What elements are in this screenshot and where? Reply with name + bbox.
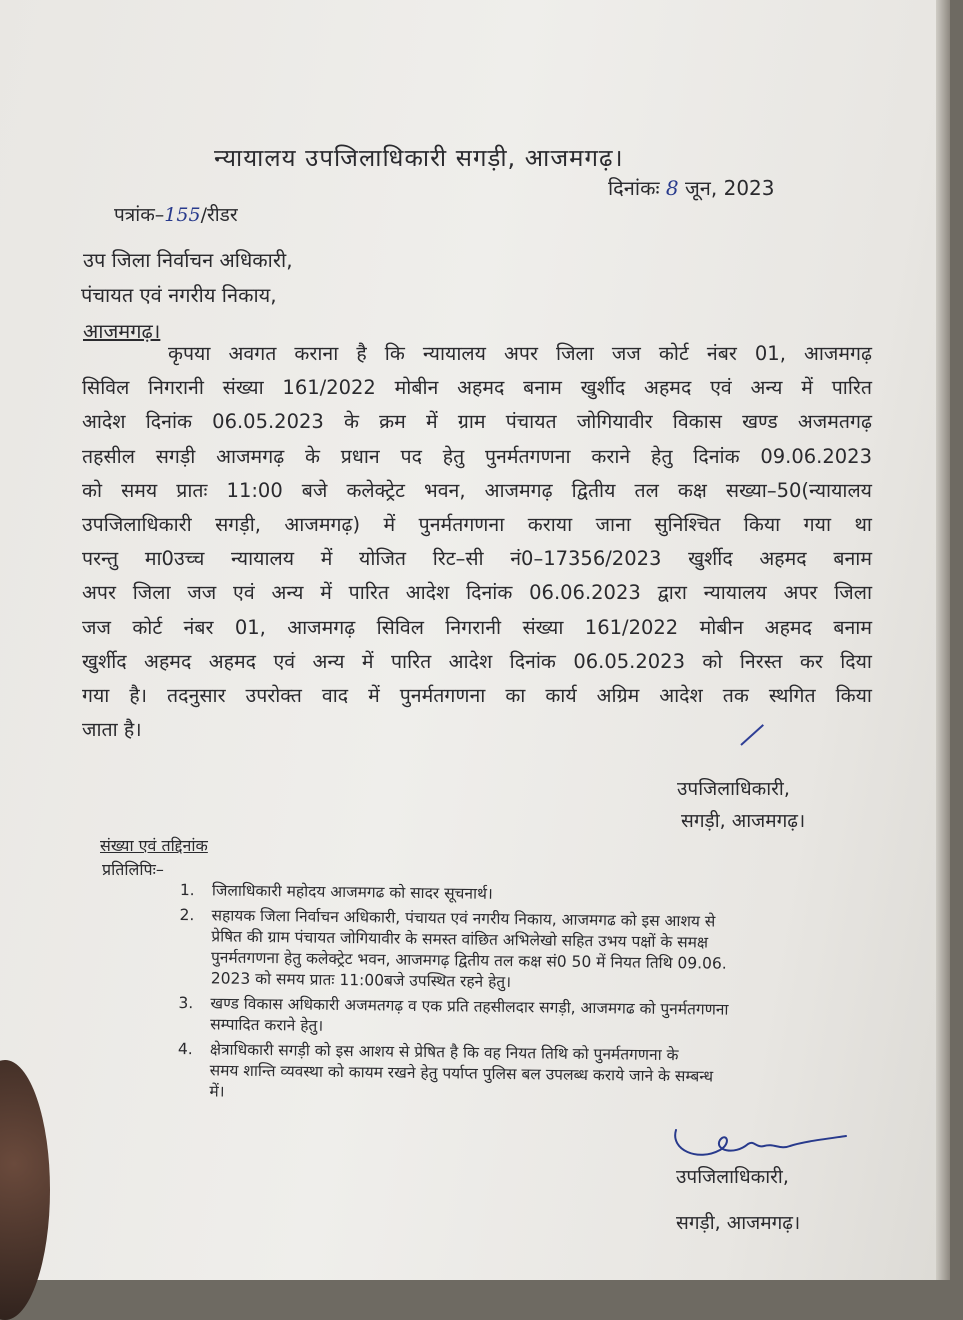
handwritten-signature xyxy=(668,1110,858,1170)
list-item-number: 3. xyxy=(178,993,194,1013)
list-item-line: समय शान्ति व्यवस्था को कायम रखने हेतु पर्याप्त पुलिस बल उपलब्ध कराये जाने के सम्बन्ध xyxy=(209,1061,714,1086)
list-item-line: सम्पादित कराने हेतु। xyxy=(210,1015,324,1035)
list-item-line: खण्ड विकास अधिकारी अजमतगढ़ व एक प्रति तहसीलदार सगड़ी, आजमगढ को पुनर्मतगणना xyxy=(210,994,729,1019)
addressee-line-3: आजमगढ़। xyxy=(83,319,161,343)
date-label: दिनांकः xyxy=(608,176,660,200)
signatory-location-footer: सगड़ी, आजमगढ़। xyxy=(676,1212,801,1234)
list-item-line: क्षेत्राधिकारी सगड़ी को इस आशय से प्रेषित है कि वह नियत तिथि को पुनर्मतगणना के xyxy=(209,1040,679,1065)
court-heading: न्यायालय उपजिलाधिकारी सगड़ी, आजमगढ़। xyxy=(214,144,624,172)
memo-number-label: संख्या एवं तद्दिनांक xyxy=(100,836,208,855)
list-item-line: 2023 को समय प्रातः 11:00बजे उपस्थित रहने हेतु। xyxy=(210,969,512,992)
addressee-line-2: पंचायत एवं नगरीय निकाय, xyxy=(81,283,277,307)
page-edge-shadow xyxy=(936,0,950,1280)
reference-number-handwritten: 155 xyxy=(164,204,201,226)
date-day-handwritten: 8 xyxy=(665,176,679,200)
body-line: कृपया अवगत कराना है कि न्यायालय अपर जिला जज कोर्ट नंबर 01, आजमगढ़ xyxy=(168,342,872,365)
signatory-location: सगड़ी, आजमगढ़। xyxy=(681,810,806,832)
body-line: जाता है। xyxy=(82,718,142,742)
list-item-line: प्रेषित की ग्राम पंचायत जोगियावीर के समस्त वांछित अभिलेखो सहित उभय पक्षों के समक्ष xyxy=(211,927,709,952)
signatory-title-footer: उपजिलाधिकारी, xyxy=(676,1166,789,1188)
signatory-title: उपजिलाधिकारी, xyxy=(677,778,790,800)
list-item-number: 4. xyxy=(177,1039,193,1059)
reference-suffix: /रीडर xyxy=(200,204,238,226)
list-item xyxy=(178,993,858,1043)
addressee-line-1: उप जिला निर्वाचन अधिकारी, xyxy=(83,248,293,272)
body-line: परन्तु मा0उच्च न्यायालय में योजित रिट–सी नं0–17356/2023 खुर्शीद अहमद बनाम xyxy=(82,547,872,571)
body-line: गया है। तदनुसार उपरोक्त वाद में पुनर्मतगणना का कार्य अग्रिम आदेश तक स्थगित किया xyxy=(82,684,872,708)
copy-recipients-list xyxy=(177,880,860,1114)
body-line: सिविल निगरानी संख्या 161/2022 मोबीन अहमद बनाम खुर्शीद अहमद एवं अन्य में पारित xyxy=(82,376,872,400)
list-item-number: 1. xyxy=(179,880,195,900)
list-item xyxy=(177,1039,858,1110)
list-item-line: पुनर्मतगणना हेतु कलेक्ट्रेट भवन, आजमगढ़ द्वितीय तल कक्ष सं0 50 में नियत तिथि 09.06. xyxy=(210,948,727,973)
date-line xyxy=(608,178,775,198)
body-line: जज कोर्ट नंबर 01, आजमगढ़ सिविल निगरानी संख्या 161/2022 मोबीन अहमद बनाम xyxy=(82,615,872,639)
body-line: आदेश दिनांक 06.05.2023 के क्रम में ग्राम पंचायत जोगियावीर विकास खण्ड अजमतगढ़ xyxy=(82,410,872,434)
date-month-year: जून, 2023 xyxy=(684,176,775,200)
body-line: अपर जिला जज एवं अन्य में पारित आदेश दिनांक 06.06.2023 द्वारा न्यायालय अपर जिला xyxy=(82,581,872,605)
reference-number xyxy=(114,206,238,225)
reference-prefix: पत्रांक– xyxy=(114,204,165,226)
body-paragraph xyxy=(82,337,872,747)
list-item-line: में। xyxy=(209,1082,225,1101)
list-item-line: सहायक जिला निर्वाचन अधिकारी, पंचायत एवं नगरीय निकाय, आजमगढ को इस आशय से xyxy=(211,906,716,931)
copy-to-label: प्रतिलिपिः– xyxy=(102,860,164,879)
body-line: तहसील सगड़ी आजमगढ़ के प्रधान पद हेतु पुनर्मतगणना कराने हेतु दिनांक 09.06.2023 xyxy=(82,444,872,468)
list-item-number: 2. xyxy=(179,905,195,925)
list-item xyxy=(179,905,860,997)
body-line: को समय प्रातः 11:00 बजे कलेक्ट्रेट भवन, आजमगढ़ द्वितीय तल कक्ष सख्या–50(न्यायालय xyxy=(82,478,872,502)
body-line: खुर्शीद अहमद अहमद एवं अन्य में पारित आदेश दिनांक 06.05.2023 को निरस्त कर दिया xyxy=(82,649,872,673)
list-item-line: जिलाधिकारी महोदय आजमगढ को सादर सूचनार्थ। xyxy=(211,881,493,903)
body-line: उपजिलाधिकारी सगड़ी, आजमगढ़) में पुनर्मतगणना कराया जाना सुनिश्चित किया गया था xyxy=(82,513,872,537)
list-item xyxy=(180,880,860,909)
